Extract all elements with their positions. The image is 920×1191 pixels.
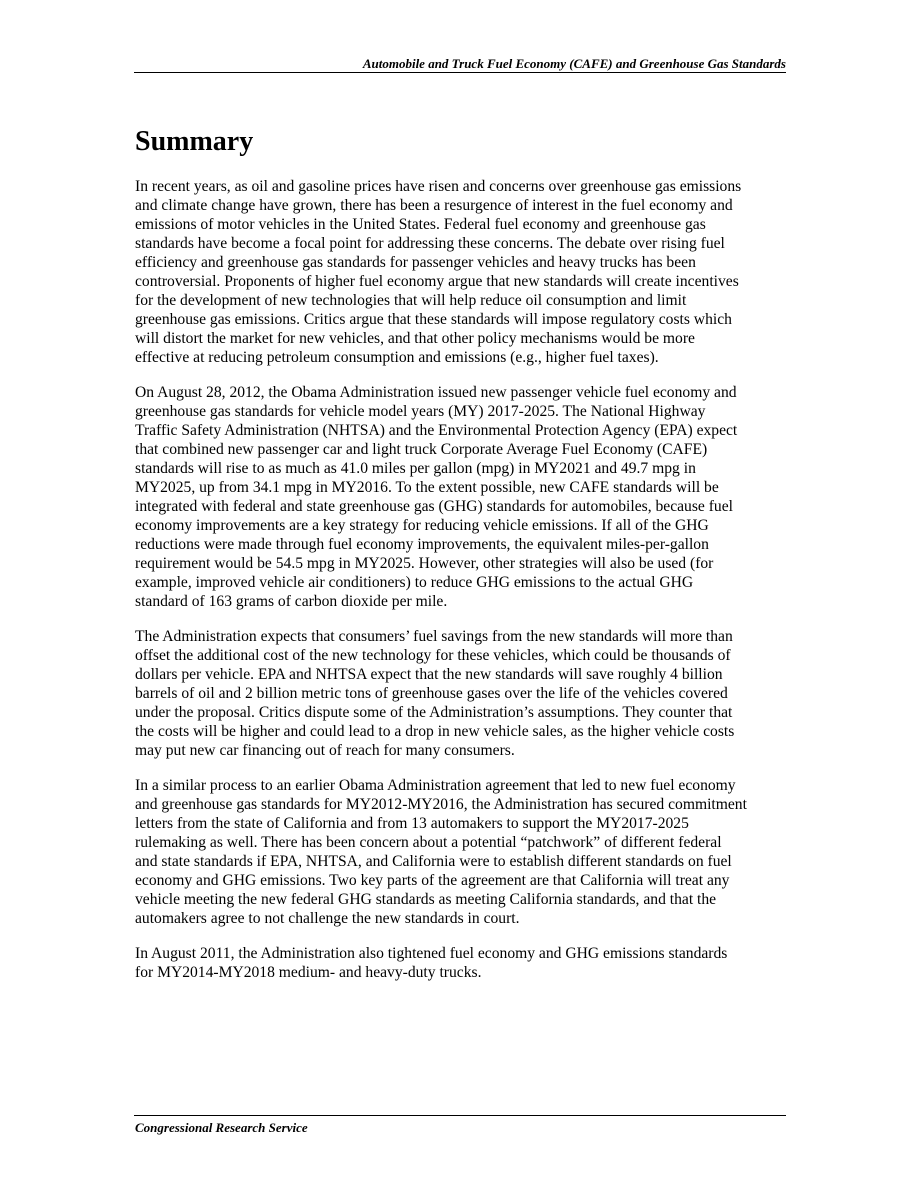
text-line: controversial. Proponents of higher fuel economy argue that new standards will create incentives (135, 273, 739, 290)
text-line: The Administration expects that consumers’ fuel savings from the new standards will more than (135, 628, 733, 645)
text-line: barrels of oil and 2 billion metric tons of greenhouse gases over the life of the vehicles covered (135, 685, 728, 702)
paragraph-standards (135, 383, 786, 611)
text-line: and climate change have grown, there has been a resurgence of interest in the fuel economy and (135, 197, 733, 214)
text-line: vehicle meeting the new federal GHG standards as meeting California standards, and that the (135, 891, 717, 908)
text-line: may put new car financing out of reach for many consumers. (135, 742, 515, 759)
text-line: emissions of motor vehicles in the United States. Federal fuel economy and greenhouse gas (135, 216, 706, 233)
paragraph-trucks (135, 944, 786, 982)
text-line: will distort the market for new vehicles, and that other policy mechanisms would be more (135, 330, 695, 347)
body-text (135, 177, 786, 998)
text-line: efficiency and greenhouse gas standards for passenger vehicles and heavy trucks has been (135, 254, 696, 271)
text-line: Traffic Safety Administration (NHTSA) and the Environmental Protection Agency (EPA) expect (135, 422, 738, 439)
text-line: requirement would be 54.5 mpg in MY2025. However, other strategies will also be used (for (135, 555, 714, 572)
text-line: example, improved vehicle air conditioners) to reduce GHG emissions to the actual GHG (135, 574, 694, 591)
text-line: reductions were made through fuel economy improvements, the equivalent miles-per-gallon (135, 536, 709, 553)
footer-rule (134, 1115, 786, 1116)
section-heading: Summary (135, 126, 254, 157)
text-line: In August 2011, the Administration also tightened fuel economy and GHG emissions standards (135, 945, 728, 962)
text-line: integrated with federal and state greenhouse gas (GHG) standards for automobiles, because fuel (135, 498, 733, 515)
text-line: economy improvements are a key strategy for reducing vehicle emissions. If all of the GHG (135, 517, 709, 534)
text-line: and greenhouse gas standards for MY2012-MY2016, the Administration has secured commitment (135, 796, 747, 813)
text-line: In recent years, as oil and gasoline prices have risen and concerns over greenhouse gas emissions (135, 178, 742, 195)
text-line: In a similar process to an earlier Obama Administration agreement that led to new fuel economy (135, 777, 736, 794)
text-line: letters from the state of California and from 13 automakers to support the MY2017-2025 (135, 815, 689, 832)
text-line: On August 28, 2012, the Obama Administration issued new passenger vehicle fuel economy and (135, 384, 737, 401)
text-line: and state standards if EPA, NHTSA, and California were to establish different standards on fuel (135, 853, 732, 870)
text-line: the costs will be higher and could lead to a drop in new vehicle sales, as the higher vehicle costs (135, 723, 735, 740)
text-line: dollars per vehicle. EPA and NHTSA expect that the new standards will save roughly 4 billion (135, 666, 723, 683)
text-line: under the proposal. Critics dispute some of the Administration’s assumptions. They counter that (135, 704, 733, 721)
paragraph-agreement (135, 776, 786, 928)
text-line: for the development of new technologies that will help reduce oil consumption and limit (135, 292, 687, 309)
running-footer: Congressional Research Service (135, 1120, 308, 1135)
text-line: rulemaking as well. There has been concern about a potential “patchwork” of different federal (135, 834, 722, 851)
text-line: economy and GHG emissions. Two key parts of the agreement are that California will treat any (135, 872, 730, 889)
running-header: Automobile and Truck Fuel Economy (CAFE) and Greenhouse Gas Standards (362, 56, 786, 71)
text-line: for MY2014-MY2018 medium- and heavy-duty trucks. (135, 964, 482, 981)
header-rule (134, 72, 786, 73)
text-line: offset the additional cost of the new technology for these vehicles, which could be thousands of (135, 647, 731, 664)
text-line: standards have become a focal point for addressing these concerns. The debate over rising fuel (135, 235, 725, 252)
text-line: standard of 163 grams of carbon dioxide per mile. (135, 593, 448, 610)
text-line: standards will rise to as much as 41.0 miles per gallon (mpg) in MY2021 and 49.7 mpg in (135, 460, 696, 477)
text-line: greenhouse gas emissions. Critics argue that these standards will impose regulatory costs which (135, 311, 732, 328)
text-line: that combined new passenger car and light truck Corporate Average Fuel Economy (CAFE) (135, 441, 708, 458)
text-line: effective at reducing petroleum consumption and emissions (e.g., higher fuel taxes). (135, 349, 659, 366)
paragraph-intro (135, 177, 786, 367)
text-line: MY2025, up from 34.1 mpg in MY2016. To the extent possible, new CAFE standards will be (135, 479, 719, 496)
paragraph-costs (135, 627, 786, 760)
text-line: automakers agree to not challenge the new standards in court. (135, 910, 520, 927)
text-line: greenhouse gas standards for vehicle model years (MY) 2017-2025. The National Highway (135, 403, 706, 420)
